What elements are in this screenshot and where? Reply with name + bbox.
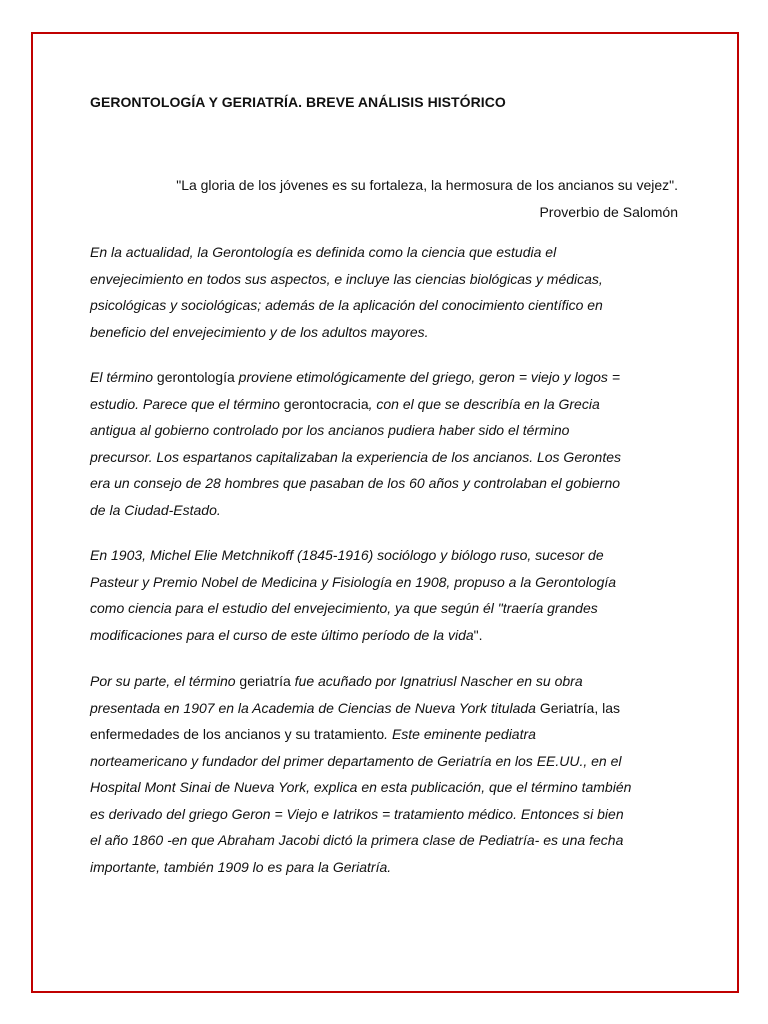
text-run: ". — [473, 626, 483, 643]
paragraph-line — [90, 668, 690, 695]
text-run: gerontocracia — [283, 395, 369, 412]
paragraph-3 — [90, 542, 690, 648]
text-run: enfermedades de los ancianos y su tratamiento — [90, 726, 385, 742]
text-run: presentada en 1907 en la Academia de Ciencias de Nueva York titulada — [90, 699, 540, 716]
text-run: Pasteur y Premio Nobel de Medicina y Fisiología en 1908, propuso a la Gerontología — [90, 573, 617, 590]
text-run: fue acuñado por Ignatriusl Nascher en su obra — [290, 673, 583, 689]
paragraph-line — [90, 827, 690, 854]
paragraph-line — [90, 470, 690, 497]
paragraph-1 — [90, 239, 690, 345]
paragraph-line — [90, 774, 690, 801]
paragraph-line — [90, 364, 690, 391]
text-run: proviene etimológicamente del griego, geron = viejo y logos = — [234, 369, 620, 385]
paragraph-line — [90, 854, 690, 881]
text-run: importante, también 1909 lo es para la Geriatría. — [90, 858, 392, 875]
text-run: es derivado del griego Geron = Viejo e Iatrikos = tratamiento médico. Entonces si bien — [90, 805, 624, 822]
text-run: norteamericano y fundador del primer departamento de Geriatría en los EE.UU., en el — [90, 752, 622, 769]
paragraph-line — [90, 391, 690, 418]
text-run: antigua al gobierno controlado por los ancianos pudiera haber sido el término — [90, 422, 570, 438]
text-run: traería grandes — [502, 600, 598, 616]
text-run: . Este eminente pediatra — [384, 726, 536, 742]
paragraph-line — [90, 569, 690, 596]
text-run: de la Ciudad-Estado. — [90, 501, 221, 518]
paragraph-4 — [90, 668, 690, 880]
text-run: El término — [90, 369, 157, 385]
text-run: estudio. Parece que el término — [90, 395, 284, 412]
text-run: Por su parte, el término — [90, 673, 240, 689]
text-run: En 1903, Michel Elie Metchnikoff (1845-1916) sociólogo y biólogo ruso, sucesor de — [90, 547, 604, 563]
text-run: el año 1860 -en que Abraham Jacobi dictó la primera clase de Pediatría- es una fecha — [90, 832, 624, 848]
paragraph-line — [90, 801, 690, 828]
paragraph-2 — [90, 364, 690, 523]
paragraph-line — [90, 542, 690, 569]
paragraph-line — [90, 748, 690, 775]
paragraph-line — [90, 695, 690, 722]
paragraph-line — [90, 622, 690, 649]
paragraph-line — [90, 417, 690, 444]
text-run: beneficio del envejecimiento y de los adultos mayores. — [90, 323, 429, 340]
text-run: En la actualidad, la Gerontología es definida como la ciencia que estudia el — [90, 244, 557, 260]
paragraph-line — [90, 595, 690, 622]
epigraph — [90, 172, 678, 226]
text-run: Hospital Mont Sinai de Nueva York, explica en esta publicación, que el término también — [90, 779, 632, 795]
text-run: como ciencia para el estudio del envejecimiento, ya que según él " — [90, 600, 503, 616]
text-run: era un consejo de 28 hombres que pasaban de los 60 años y controlaban el gobierno — [90, 475, 621, 491]
text-run: gerontología — [156, 369, 235, 385]
text-run: precursor. Los espartanos capitalizaban la experiencia de los ancianos. Los Gerontes — [90, 448, 622, 465]
paragraph-line — [90, 292, 690, 319]
paragraph-line — [90, 239, 690, 266]
epigraph-quote: "La gloria de los jóvenes es su fortaleza, la hermosura de los ancianos su vejez". — [176, 177, 678, 193]
text-run: modificaciones para el curso de este último período de la vida — [90, 626, 474, 643]
text-run: Geriatría, las — [539, 699, 620, 716]
paragraph-line — [90, 319, 690, 346]
paragraph-line — [90, 721, 690, 748]
paragraph-line — [90, 266, 690, 293]
text-run: , con el que se describía en la Grecia — [368, 395, 600, 412]
text-run: envejecimiento en todos sus aspectos, e incluye las ciencias biológicas y médicas, — [90, 270, 603, 287]
epigraph-attribution: Proverbio de Salomón — [539, 204, 678, 220]
document-title: GERONTOLOGÍA Y GERIATRÍA. BREVE ANÁLISIS HISTÓRICO — [90, 94, 506, 110]
text-run: psicológicas y sociológicas; además de la aplicación del conocimiento científico en — [90, 297, 603, 313]
paragraph-line — [90, 444, 690, 471]
paragraph-line — [90, 497, 690, 524]
text-run: geriatría — [239, 673, 291, 689]
